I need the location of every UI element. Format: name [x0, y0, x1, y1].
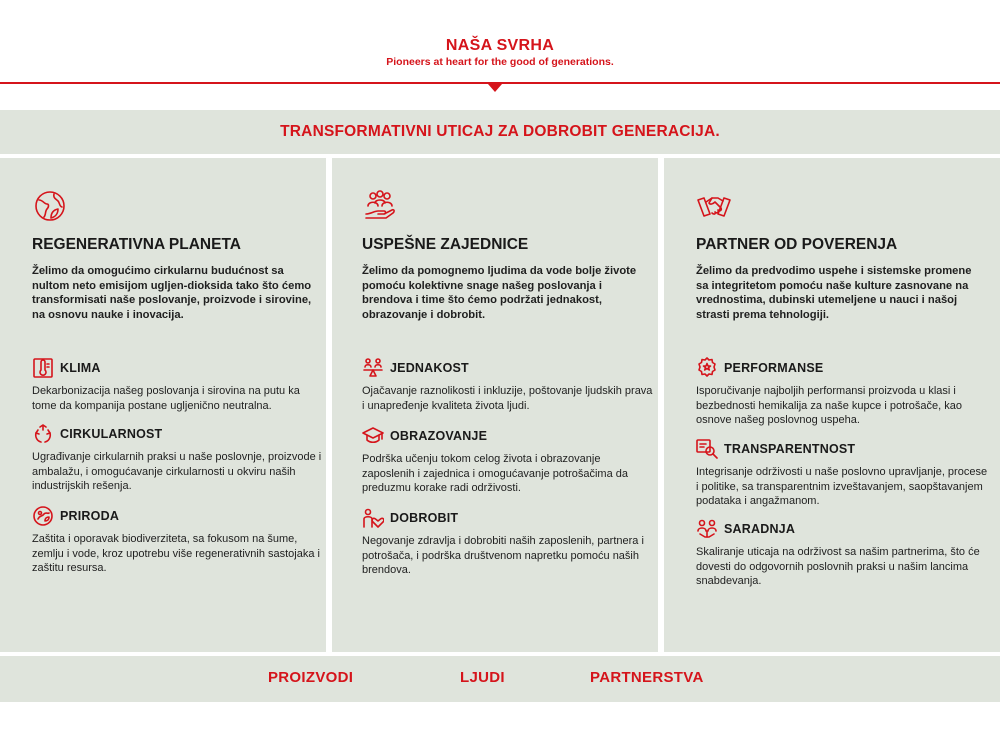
- pillar-item-priroda: [32, 504, 324, 576]
- pillar-item-desc: Ugrađivanje cirkularnih praksi u naše poslovnje, proizvode i ambalažu, i omogućavanje cirkularnosti u okviru naših industrijskih rešenja.: [32, 451, 322, 493]
- magnifier-icon: [696, 438, 718, 460]
- pillar-item-title: DOBROBIT: [390, 511, 459, 525]
- page-subtitle: Pioneers at heart for the good of generations.: [386, 56, 614, 68]
- banner: [0, 110, 1000, 154]
- footer-item-proizvodi: PROIZVODI: [268, 669, 354, 686]
- pillar-item-title: PRIRODA: [60, 509, 120, 523]
- pillar-item-klima: [32, 356, 324, 413]
- handshake-icon: [696, 188, 732, 224]
- globe-leaf-icon: [32, 188, 68, 224]
- pillar-item-title: SARADNJA: [724, 522, 796, 536]
- pillar-item-desc: Isporučivanje najboljih performansi proizvoda u klasi i bezbednosti hemikalija za naše kupce i potrošače, kao osnove našeg poslovnog uspeha.: [696, 385, 962, 427]
- pillar-item-obrazovanje: [362, 424, 654, 496]
- footer-item-ljudi: LJUDI: [460, 669, 505, 686]
- column-title: REGENERATIVNA PLANETA: [32, 236, 241, 253]
- column-title: USPEŠNE ZAJEDNICE: [362, 236, 529, 253]
- pillar-item-desc: Integrisanje održivosti u naše poslovno upravljanje, procese i politike, sa transparentnim izveštavanjem, saopštavanjem podataka i angažmanom.: [696, 466, 988, 508]
- column-intro: Želimo da predvodimo uspehe i sistemske promene sa integritetom pomoću naše kulture zasnovane na vrednostima, dubinski utemeljene u nauci i našoj strasti prema tehnologiji.: [696, 265, 972, 321]
- pillar-item-title: OBRAZOVANJE: [390, 429, 488, 443]
- column-successful-communities: [332, 158, 658, 652]
- column-regenerative-planet: [0, 158, 326, 652]
- header-arrow-icon: [488, 84, 502, 92]
- nature-icon: [32, 505, 54, 527]
- pillar-item-title: KLIMA: [60, 361, 101, 375]
- community-icon: [362, 188, 398, 224]
- recycle-icon: [32, 423, 54, 445]
- pillar-item-transparentnost: [696, 437, 988, 509]
- pillar-item-desc: Dekarbonizacija našeg poslovanja i sirovina na putu ka tome da kompanija postane ugljenično neutralna.: [32, 385, 300, 412]
- pillar-item-desc: Skaliranje uticaja na održivost sa našim partnerima, što će dovesti do odgovornih poslovnih praksi u našim lancima snabdevanja.: [696, 546, 980, 588]
- column-title: PARTNER OD POVERENJA: [696, 236, 898, 253]
- column-intro: Želimo da pomognemo ljudima da vode bolje živote pomoću kolektivne snage našeg poslovanja i brendova i time što ćemo podržati jednakost, obrazovanje i dobrobit.: [362, 265, 637, 321]
- pillar-item-desc: Negovanje zdravlja i dobrobiti naših zaposlenih, partnera i potrošača, i podrška društvenom napretku pomoću naših brendova.: [362, 535, 644, 577]
- pillar-item-title: JEDNAKOST: [390, 361, 469, 375]
- header: [0, 36, 1000, 69]
- thermometer-icon: [32, 357, 54, 379]
- pillar-item-title: PERFORMANSE: [724, 361, 824, 375]
- pillar-item-title: CIRKULARNOST: [60, 427, 163, 441]
- pillar-item-performanse: [696, 356, 988, 428]
- pillar-item-cirkularnost: [32, 422, 324, 494]
- pillar-item-desc: Podrška učenju tokom celog života i obrazovanje zaposlenih i zajednica i omogućavanje potrošačima da preduzmu korake radi održivosti.: [362, 453, 628, 495]
- pillar-item-dobrobit: [362, 506, 654, 578]
- pillar-item-saradnja: [696, 517, 988, 589]
- pillar-item-desc: Zaštita i oporavak biodiverziteta, sa fokusom na šume, zemlju i vode, kroz upotrebu više regenerativnih sastojaka i zaštitu resursa.: [32, 533, 320, 575]
- footer-band: [0, 656, 1000, 702]
- banner-text: TRANSFORMATIVNI UTICAJ ZA DOBROBIT GENERACIJA.: [280, 123, 720, 140]
- pillar-item-title: TRANSPARENTNOST: [724, 442, 856, 456]
- column-intro: Želimo da omogućimo cirkularnu budućnost sa nultom neto emisijom ugljen-dioksida tako što ćemo transformisati naše poslovanje, proizvode i sirovine, na osnovu nauke i inovacija.: [32, 265, 312, 321]
- pillar-item-desc: Ojačavanje raznolikosti i inkluzije, poštovanje ljudskih prava i unapređenje kvaliteta života ljudi.: [362, 385, 653, 412]
- equality-icon: [362, 357, 384, 379]
- footer-item-partnerstva: PARTNERSTVA: [590, 669, 704, 686]
- collaboration-icon: [696, 518, 718, 540]
- pillar-item-jednakost: [362, 356, 654, 413]
- page-title: NAŠA SVRHA: [445, 37, 555, 54]
- wellbeing-icon: [362, 507, 384, 529]
- column-trusted-partner: [664, 158, 1000, 652]
- award-icon: [696, 357, 718, 379]
- graduation-cap-icon: [362, 425, 384, 447]
